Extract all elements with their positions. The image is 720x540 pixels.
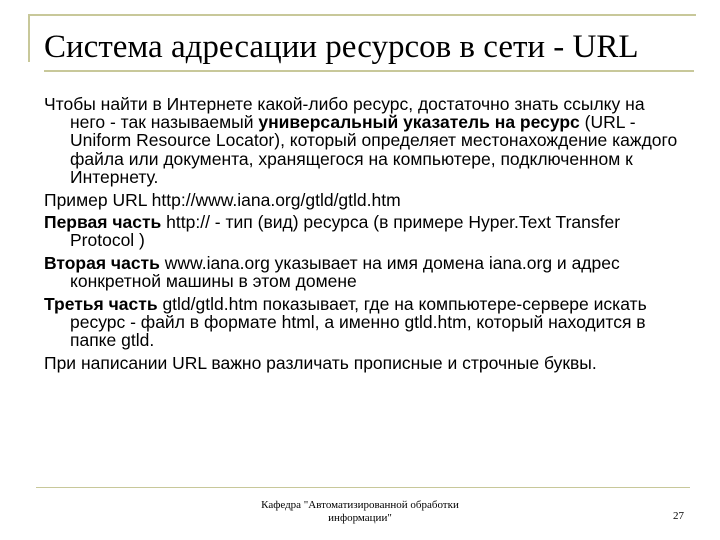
- page-number: 27: [673, 510, 684, 522]
- slide-content: [44, 95, 684, 377]
- paragraph-text: Чтобы найти в Интернете какой-либо ресурс, достаточно знать ссылку на него - так называемый: [44, 94, 645, 133]
- paragraph-url-example: [44, 191, 684, 209]
- paragraph-case-note: [44, 354, 684, 372]
- accent-line-horizontal: [28, 14, 696, 16]
- paragraph-text: gtld/gtld.htm показывает, где на компьютере-сервере искать ресурс - файл в формате html, а именно gtld.htm, который находится в папке gtld.: [70, 294, 647, 351]
- paragraph-text: www.iana.org указывает на имя домена iana.org и адрес конкретной машины в этом домене: [70, 253, 620, 292]
- paragraph-bold-term: универсальный указатель на ресурс: [258, 112, 580, 133]
- paragraph-second-part: [44, 254, 684, 290]
- paragraph-first-part: [44, 213, 684, 249]
- footer-department: [240, 499, 480, 525]
- footer-department-line2: информации": [328, 512, 392, 524]
- paragraph-text: При написании URL важно различать прописные и строчные буквы.: [44, 353, 597, 374]
- paragraph-text: (URL - Uniform Resource Locator), который определяет местонахождение каждого файла или документа, хранящегося на компьютере, подключенном к Интернету.: [70, 112, 678, 187]
- title-underline: [44, 70, 694, 72]
- paragraph-text: Пример URL http://www.iana.org/gtld/gtld.htm: [44, 189, 401, 210]
- paragraph-text: http:// - тип (вид) ресурса (в примере Hyper.Text Transfer Protocol ): [70, 212, 621, 251]
- accent-line-vertical: [28, 14, 30, 62]
- paragraph-bold-term: Первая часть: [44, 212, 162, 233]
- paragraph-url-definition: [44, 95, 684, 186]
- paragraph-bold-term: Третья часть: [44, 294, 158, 315]
- paragraph-bold-term: Вторая часть: [44, 253, 160, 274]
- paragraph-third-part: [44, 295, 684, 350]
- slide-title: Система адресации ресурсов в сети - URL: [44, 29, 639, 65]
- footer-department-line1: Кафедра "Автоматизированной обработки: [261, 499, 459, 511]
- footer-rule: [36, 487, 690, 488]
